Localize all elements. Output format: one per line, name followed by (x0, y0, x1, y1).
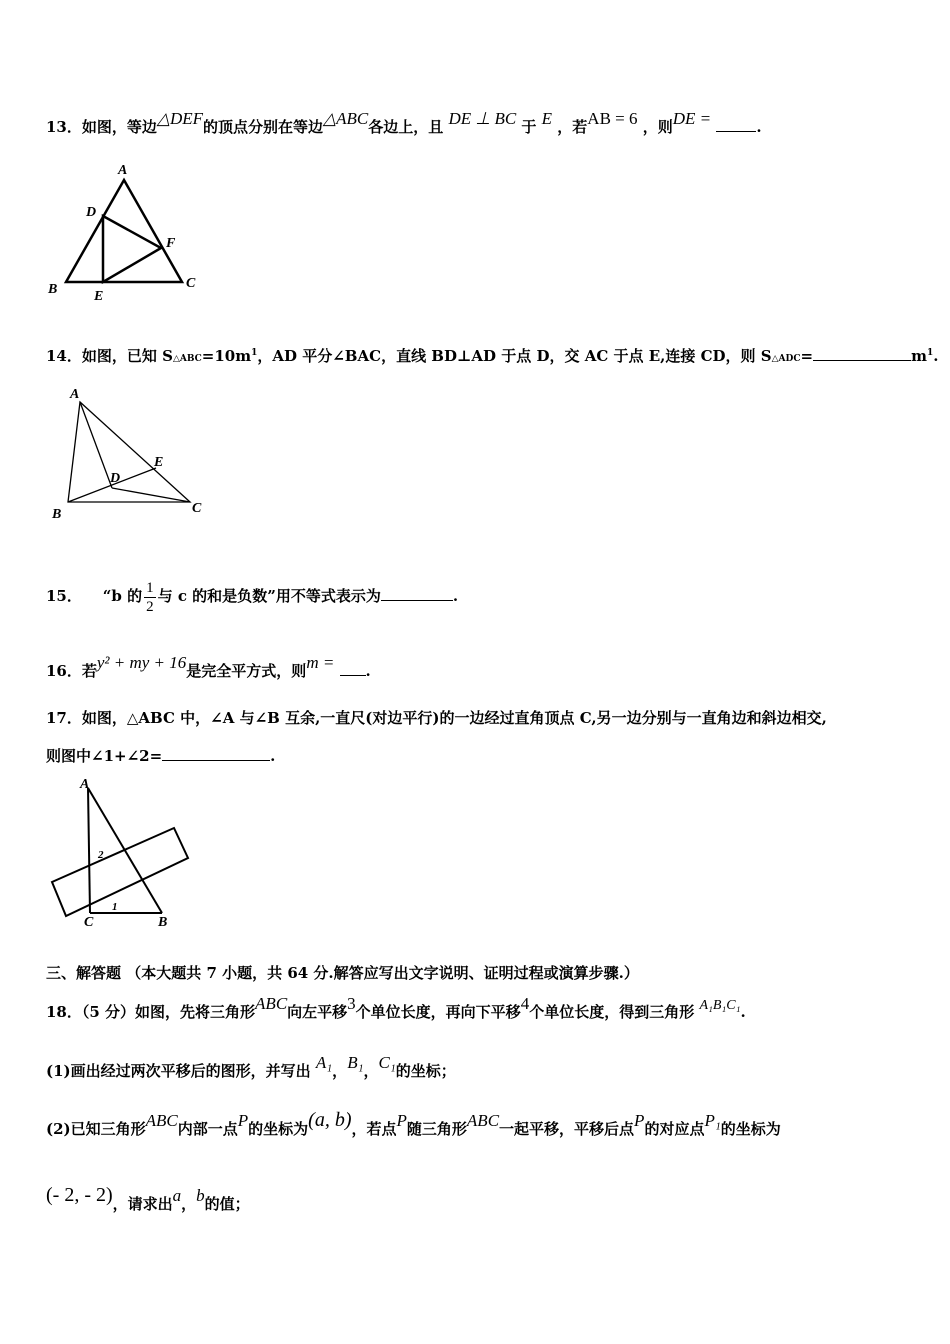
label-angle-2: 2 (98, 849, 104, 861)
q13-text: 13．如图，等边△DEF的顶点分别在等边△ABC各边上，且 DE ⊥ BC 于 E ，若AB = 6 ，则DE = . (46, 109, 762, 136)
q14-text: 14．如图，已知 $S\triangle ABC=10m^1$，AD 平分∠BAC，直线 BD⊥AD 于点 D，交 AC 于点 E,连接 CD，则 S△ADC= $m^1$. (46, 347, 939, 365)
label-b: B (158, 915, 168, 930)
fraction-one-half: $\frac{1}{2}$ (146, 579, 154, 615)
q18-part2-cont: (- 2, - 2)，请求出a，b的值； (46, 1184, 250, 1213)
label-b: B (52, 507, 62, 522)
label-a: A (118, 163, 128, 178)
triangle-abc (66, 180, 182, 282)
answer-blank[interactable] (716, 117, 756, 132)
label-e: E (94, 289, 104, 304)
q16-text: 16．若y² + my + 16是完全平方式，则m = . (46, 653, 371, 680)
label-a: A (70, 387, 80, 402)
segment-dc (112, 488, 190, 502)
q18-stem: 18．（5 分）如图，先将三角形ABC向左平移3个单位长度，再向下平移4个单位长度，得到三角形 A₁B₁C₁. (46, 994, 746, 1021)
answer-blank[interactable] (813, 346, 911, 361)
segment-ad (80, 402, 112, 488)
q15-text: 15． “b 的 $\frac{1}{2}$ 与 c 的和是负数”用不等式表示为 . (46, 579, 459, 615)
triangle-def (103, 216, 161, 282)
q17-line1: 17．如图，△ABC 中，∠A 与∠B 互余,一直尺(对边平行)的一边经过直角顶点 C,另一边分别与一直角边和斜边相交, (46, 709, 827, 727)
q14-figure (46, 382, 216, 522)
q17-line2: 则图中∠1+∠2= . (46, 747, 276, 765)
side-ac (88, 788, 90, 913)
label-f: F (166, 236, 176, 251)
label-d: D (86, 205, 97, 220)
q13-figure (44, 160, 214, 308)
label-b: B (48, 282, 58, 297)
q18-part1: (1)画出经过两次平移后的图形，并写出 A₁，B₁，C₁的坐标； (46, 1053, 456, 1080)
label-a: A (80, 777, 90, 792)
answer-blank[interactable] (340, 661, 366, 676)
label-d: D (110, 471, 121, 486)
triangle-abc (68, 402, 190, 502)
answer-blank[interactable] (381, 586, 453, 601)
label-e: E (154, 455, 164, 470)
label-c: C (84, 915, 94, 930)
label-c: C (192, 501, 202, 516)
q18-part2: (2)已知三角形ABC内部一点P的坐标为(a, b)，若点P随三角形ABC一起平移，平移后点P的对应点P₁的坐标为 (46, 1109, 781, 1138)
q17-figure (44, 770, 204, 930)
label-c: C (186, 276, 196, 291)
answer-blank[interactable] (162, 746, 270, 761)
label-angle-1: 1 (112, 901, 118, 913)
section-heading: 三、解答题 （本大题共 7 小题，共 64 分.解答应写出文字说明、证明过程或演算步骤.） (46, 964, 639, 982)
